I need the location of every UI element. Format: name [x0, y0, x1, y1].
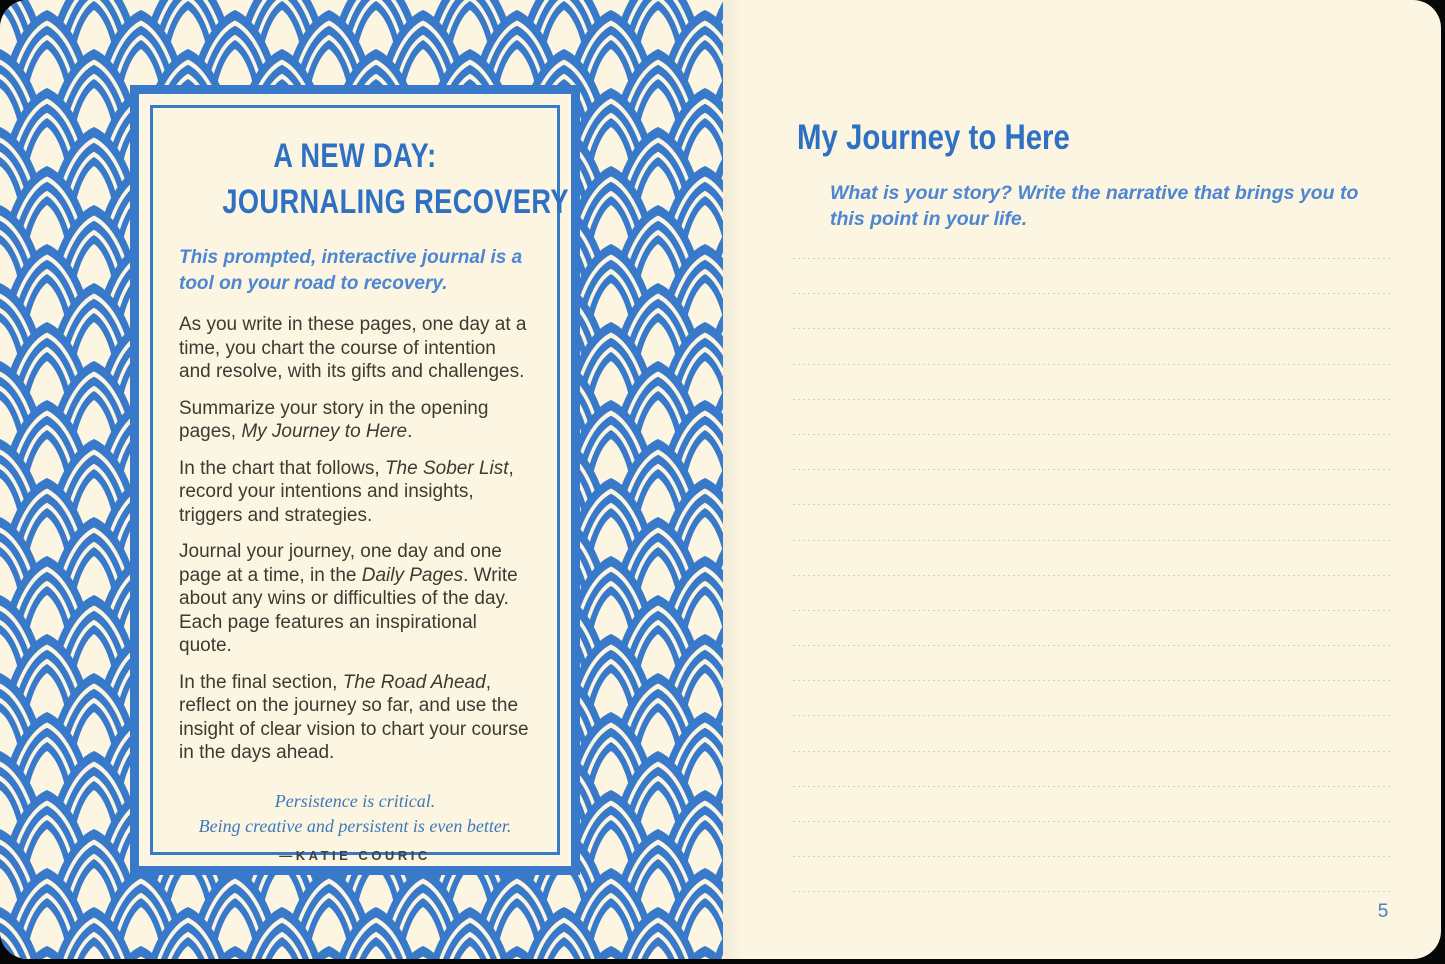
ruled-line	[793, 575, 1391, 576]
ruled-line	[793, 258, 1391, 259]
panel-paragraph: Journal your journey, one day and one page at a time, in the Daily Pages. Write about any wins or difficulties of the day. Each page features an inspirational quote.	[179, 541, 518, 656]
left-page	[0, 0, 723, 959]
panel-title	[179, 133, 569, 225]
ruled-line	[793, 856, 1391, 857]
panel-paragraphs	[179, 313, 531, 765]
right-page-title: My Journey to Here	[797, 118, 1070, 157]
spine-shadow	[723, 0, 743, 959]
ruled-line	[793, 680, 1391, 681]
panel-quote	[179, 789, 531, 839]
ruled-line	[793, 469, 1391, 470]
ruled-writing-lines	[793, 258, 1391, 927]
ruled-line	[793, 891, 1391, 892]
ruled-line	[793, 751, 1391, 752]
ruled-line	[793, 610, 1391, 611]
ruled-line	[793, 364, 1391, 365]
ruled-line	[793, 399, 1391, 400]
ruled-line	[793, 328, 1391, 329]
journal-prompt: What is your story? Write the narrative that brings you to this point in your life.	[830, 182, 1359, 230]
panel-paragraph: As you write in these pages, one day at a time, you chart the course of intention and resolve, with its gifts and challenges.	[179, 314, 527, 382]
panel-intro: This prompted, interactive journal is a tool on your road to recovery.	[179, 247, 523, 294]
panel-paragraph: In the final section, The Road Ahead, reflect on the journey so far, and use the insight of clear vision to chart your course in the days ahead.	[179, 671, 529, 763]
intro-panel	[150, 105, 569, 863]
ruled-line	[793, 786, 1391, 787]
ruled-line	[793, 434, 1391, 435]
ruled-line	[793, 293, 1391, 294]
panel-title-line1: A NEW DAY:	[273, 137, 437, 175]
panel-title-line2: JOURNALING RECOVERY	[222, 183, 569, 221]
quote-attribution: —KATIE COURIC	[279, 847, 431, 863]
ruled-line	[793, 540, 1391, 541]
page-number: 5	[1377, 901, 1389, 922]
quote-line1: Persistence is critical.	[274, 790, 436, 811]
quote-line2: Being creative and persistent is even better.	[198, 815, 512, 836]
ruled-line	[793, 821, 1391, 822]
right-page	[723, 0, 1441, 959]
panel-paragraph: In the chart that follows, The Sober List, record your intentions and insights, triggers and strategies.	[179, 457, 514, 526]
ruled-line	[793, 645, 1391, 646]
ruled-line	[793, 504, 1391, 505]
panel-paragraph: Summarize your story in the opening pages, My Journey to Here.	[179, 397, 489, 442]
ruled-line	[793, 715, 1391, 716]
